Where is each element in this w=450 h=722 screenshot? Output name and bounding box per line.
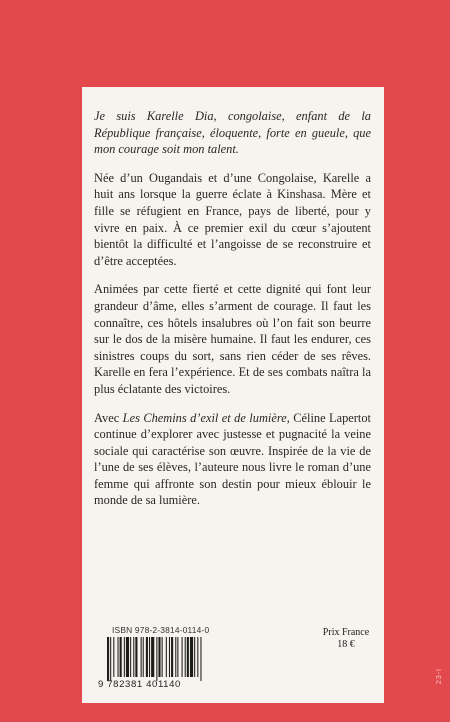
price-value: 18 € (337, 639, 355, 650)
barcode-icon (107, 637, 235, 683)
epigraph: Je suis Karelle Dia, congolaise, enfant de la République française, éloquente, forte en gueule, que mon courage soit mon talent. (94, 109, 371, 157)
price-label: Prix France (322, 627, 370, 638)
paragraph-suffix: , Céline Lapertot continue d’explorer avec justesse et pugnacité la veine sociale qui caractérise son œuvre. Inspirée de la vie de l’une de ses élèves, l’auteure nous livre le roman d’une femme qui affronte son destin pour mieux éblouir le monde de sa lumière. (94, 410, 371, 508)
text-panel (82, 87, 384, 703)
book-title: Les Chemins d’exil et de lumière (122, 410, 287, 425)
synopsis-paragraph-2: Animées par cette fierté et cette dignité qui font leur grandeur d’âme, elles s’arment de courage. Il faut les connaître, ces hôtels insalubres où l’on fait son beurre sur le dos de la misère humaine. Il faut les endurer, ces sinistres coups du sort, sans rien céder de ses rêves. Karelle en fera l’expérience. Et de ses combats naîtra la plus éclatante des victoires. (94, 282, 371, 396)
spine-code: 23-I (436, 668, 443, 685)
price-block (316, 627, 376, 651)
barcode-block (98, 625, 241, 695)
synopsis-paragraph-1: Née d’un Ougandais et d’une Congolaise, Karelle a huit ans lorsque la guerre éclate à Kinshasa. Mère et fille se réfugient en France, pays de liberté, pour y vivre en paix. À ce premier exil du cœur s’ajoutent bientôt la difficulté et l’angoisse de se reconstruire et d’être acceptées. (94, 170, 371, 268)
paragraph-prefix: Avec (94, 410, 123, 425)
isbn-label: ISBN 978-2-3814-0114-0 (112, 625, 210, 635)
barcode-digits: 9 782381 401140 (98, 679, 181, 690)
synopsis-paragraph-3 (94, 410, 371, 510)
